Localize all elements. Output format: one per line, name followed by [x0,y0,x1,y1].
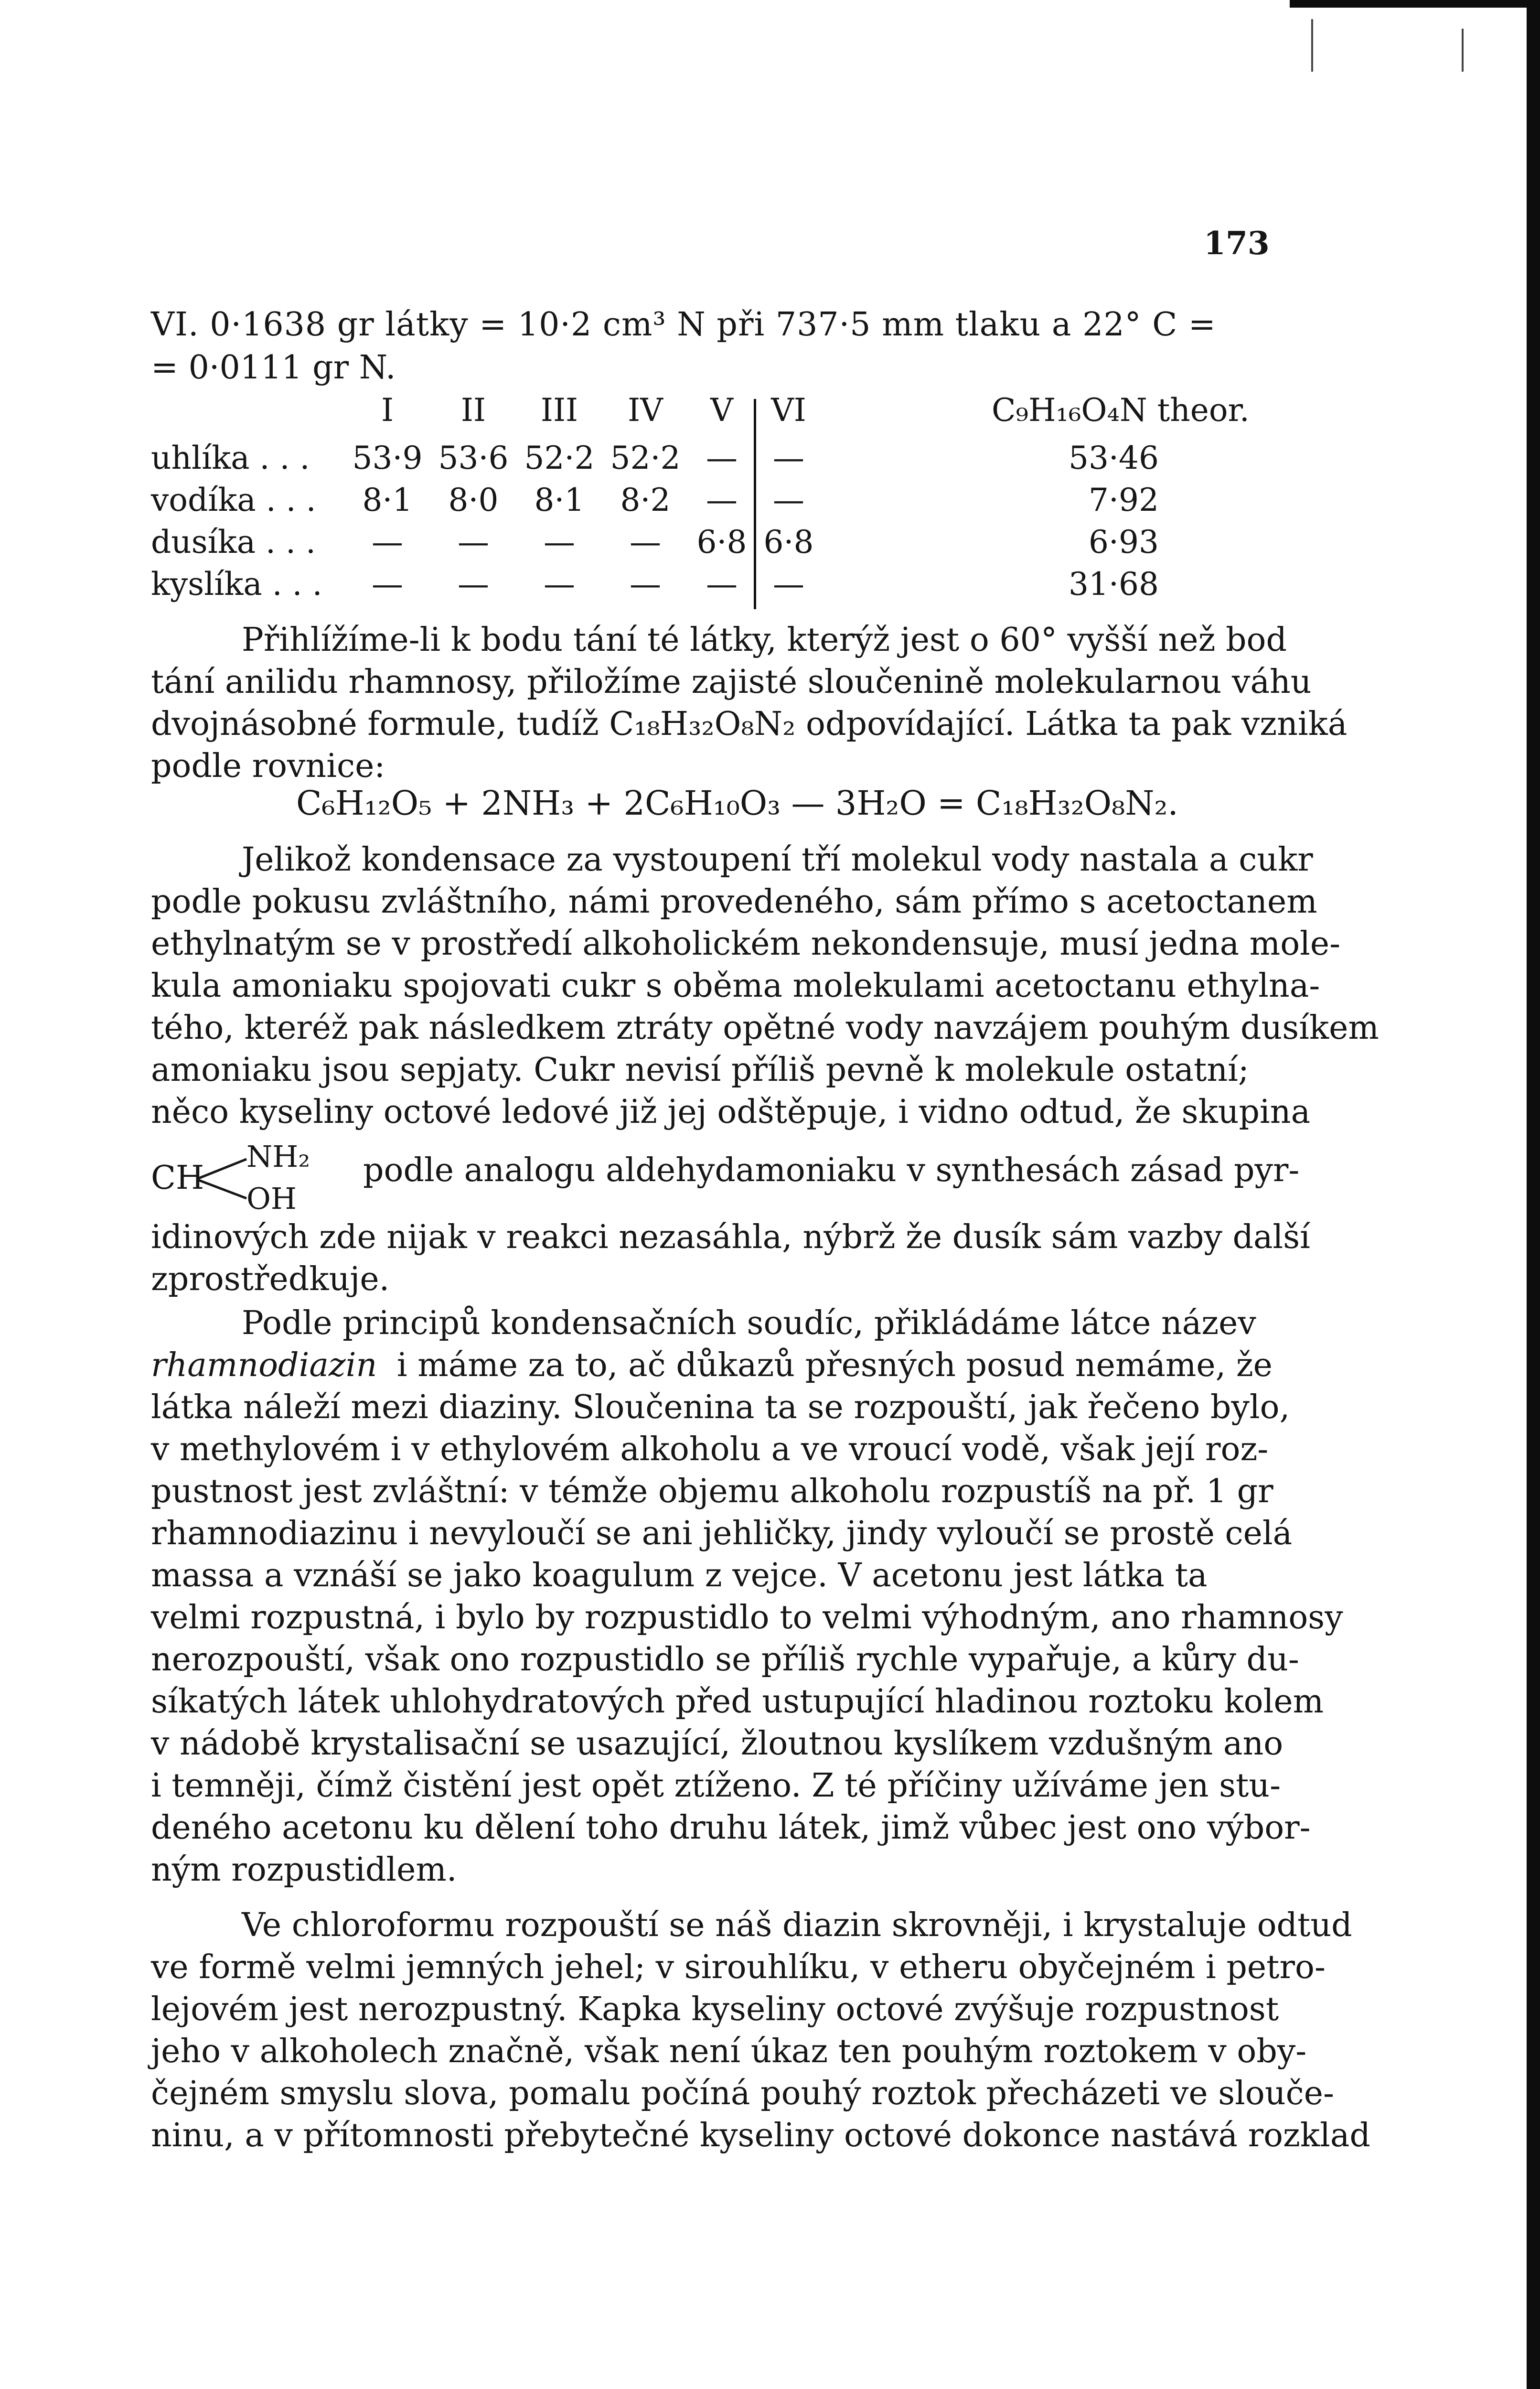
line-text: látka náleží mezi diaziny. Sloučenina ta se rozpouští, jak řečeno bylo, [151,1388,1290,1426]
text-line [151,1051,1283,1089]
table-cell: — [773,482,804,518]
text-line [151,967,1320,1005]
line-text: dvojnásobné formule, tudíž C₁₈H₃₂O₈N₂ odpovídající. Látka ta pak vzniká [151,705,1348,743]
text-line [151,1683,1324,1721]
table-cell: — [458,524,489,560]
line-text: idinových zde nijak v reakci nezasáhla, nýbrž že dusík sám vazby další [151,1218,1310,1256]
line-text: pustnost jest zvláštní: v témže objemu alkoholu rozpustíš na př. 1 gr [151,1473,1273,1510]
text-line [151,925,1341,963]
text-line [151,883,1317,921]
line-text: jeho v alkoholech značně, však není úkaz ten pouhým roztokem v oby- [151,2033,1307,2070]
line-text: tého, kteréž pak následkem ztráty opětné vody navzájem pouhým dusíkem [151,1009,1379,1047]
text-line [151,1093,1311,1131]
text-line [151,1809,1311,1847]
intro-line [151,306,1283,344]
table-cell: 52·2 [524,440,595,476]
line-text: ninu, a v přítomnosti přebytečné kyseliny octové dokonce nastává rozklad [151,2117,1370,2154]
text-line [151,1388,1290,1426]
table-cell: — [458,566,489,603]
line-text: v nádobě krystalisační se usazující, žloutnou kyslíkem vzdušným ano [151,1725,1283,1763]
text-line: zprostředkuje. [151,1260,390,1298]
line-text: Podle principů kondensačních soudíc, přikládáme látce název [242,1304,1256,1342]
line-text: i temněji, čímž čistění jest opět ztíženo. Z té příčiny užíváme jen stu- [151,1767,1281,1805]
table-cell: — [372,566,403,603]
table-cell: 53·6 [438,440,509,476]
nh2-label: NH₂ [246,1139,310,1174]
table-cell: — [372,524,403,560]
line-text: amoniaku jsou sepjaty. Cukr nevisí příliš pevně k molekule ostatní; [151,1051,1249,1089]
table-cell: — [706,566,738,603]
text-line [151,841,1313,879]
line-text: v methylovém i v ethylovém alkoholu a ve vroucí vodě, však její roz- [151,1431,1269,1468]
table-cell: — [630,566,661,603]
text-line [151,705,1348,743]
table-cell: 8·2 [620,482,671,518]
intro-text: VI. 0·1638 gr látky = 10·2 cm³ N při 737·5 mm tlaku a 22° C = [151,306,1216,344]
theor-value: 31·68 [1069,566,1159,603]
scan-border-top [1290,0,1540,8]
text-line [151,1515,1293,1552]
table-cell: 52·2 [610,440,681,476]
table-cell: 8·1 [534,482,585,518]
table-cell: — [544,524,575,560]
text-line [151,1641,1299,1679]
table-cell: 8·0 [448,482,499,518]
theor-value: 7·92 [1089,482,1159,518]
text-line [151,621,1287,659]
table-cell: — [706,482,738,518]
theor-value: 53·46 [1069,440,1159,476]
table-cell: 6·8 [696,524,747,560]
table-cell: — [630,524,661,560]
ch-group-structure [151,1137,352,1214]
line-text: rhamnodiazinu i nevyloučí se ani jehličky, jindy vyloučí se prostě celá [151,1515,1293,1552]
bond-lower [199,1180,246,1198]
oh-label: OH [246,1181,297,1214]
text-line [151,1431,1283,1468]
ch-label: CH [151,1159,204,1197]
line-text: Ve chloroformu rozpouští se náš diazin skrovněji, i krystaluje odtud [242,1906,1352,1944]
theor-value: 6·93 [1089,524,1159,560]
line-text: nerozpouští, však ono rozpustidlo se příliš rychle vypařuje, a kůry du- [151,1641,1299,1679]
row-label: uhlíka . . . [151,440,310,476]
column-header: II [460,392,486,429]
intro-line-2: = 0·0111 gr N. [151,349,396,387]
text-line: ným rozpustidlem. [151,1851,457,1889]
text-line [151,2075,1334,2112]
text-line [151,1009,1379,1047]
text-line [151,2033,1307,2070]
line-text: něco kyseliny octové ledové již jej odštěpuje, i vidno odtud, že skupina [151,1093,1311,1131]
line-text: velmi rozpustná, i bylo by rozpustidlo to velmi výhodným, ano rhamnosy [151,1599,1343,1636]
line-text: lejovém jest nerozpustný. Kapka kyseliny octové zvýšuje rozpustnost [151,1991,1279,2028]
text-line [151,1906,1352,1944]
table-cell: 53·9 [352,440,423,476]
column-header: III [540,392,578,429]
text-line [151,1218,1310,1256]
line-text: síkatých látek uhlohydratových před ustupující hladinou roztoku kolem [151,1683,1324,1721]
table-cell: — [773,440,804,476]
text-line [151,1767,1283,1805]
line-text: tání anilidu rhamnosy, přiložíme zajisté sloučenině molekularnou váhu [151,663,1312,701]
table-cell: — [773,566,804,603]
line-text: kula amoniaku spojovati cukr s oběma molekulami acetoctanu ethylna- [151,967,1320,1005]
line-text: i máme za to, ač důkazů přesných posud nemáme, že [396,1346,1273,1384]
line-text: massa a vznáší se jako koagulum z vejce. V acetonu jest látka ta [151,1557,1208,1594]
table-divider [754,399,756,609]
row-label: kyslíka . . . [151,566,322,603]
line-text: ethylnatým se v prostředí alkoholickém nekondensuje, musí jedna mole- [151,925,1341,963]
column-header: VI [771,392,806,429]
reaction-equation: C₆H₁₂O₅ + 2NH₃ + 2C₆H₁₀O₃ — 3H₂O = C₁₈H₃₂O₈N₂. [296,784,1178,823]
scan-artifact [1462,29,1464,72]
text-line [151,1304,1283,1342]
text-line [151,1725,1283,1763]
bond-upper [199,1159,246,1178]
line-text: Jelikož kondensace za vystoupení tří molekul vody nastala a cukr [242,841,1313,879]
row-label: vodíka . . . [151,482,316,518]
table-cell: — [544,566,575,603]
text-line [151,1557,1283,1594]
column-header: I [381,392,394,429]
text-line [151,1473,1283,1510]
text-line [151,1991,1283,2028]
page-number: 173 [1204,225,1270,262]
scan-border-right [1527,0,1540,2389]
rhamnodiazin-term: rhamnodiazin [151,1346,377,1384]
text-line [151,2117,1370,2154]
text-line: podle rovnice: [151,747,385,785]
line-text: podle pokusu zvláštního, námi provedeného, sám přímo s acetoctanem [151,883,1317,921]
text-line [151,663,1312,701]
table-cell: 6·8 [763,524,814,560]
text-line [151,1346,1283,1384]
theor-formula: C₉H₁₆O₄N theor. [992,392,1250,429]
table-cell: — [706,440,738,476]
text-line: podle analogu aldehydamoniaku v synthesách zásad pyr- [363,1151,1300,1189]
text-line [151,1599,1343,1636]
scan-artifact [1311,19,1313,72]
table-cell: 8·1 [362,482,413,518]
column-header: V [710,392,733,429]
column-header: IV [628,392,663,429]
line-text: čejném smyslu slova, pomalu počíná pouhý roztok přecházeti ve slouče- [151,2075,1334,2112]
text-line [151,1948,1326,1986]
line-text: deného acetonu ku dělení toho druhu látek, jimž vůbec jest ono výbor- [151,1809,1311,1847]
row-label: dusíka . . . [151,524,316,560]
line-text: ve formě velmi jemných jehel; v sirouhlíku, v etheru obyčejném i petro- [151,1948,1326,1986]
line-text: Přihlížíme-li k bodu tání té látky, kterýž jest o 60° vyšší než bod [242,621,1287,659]
